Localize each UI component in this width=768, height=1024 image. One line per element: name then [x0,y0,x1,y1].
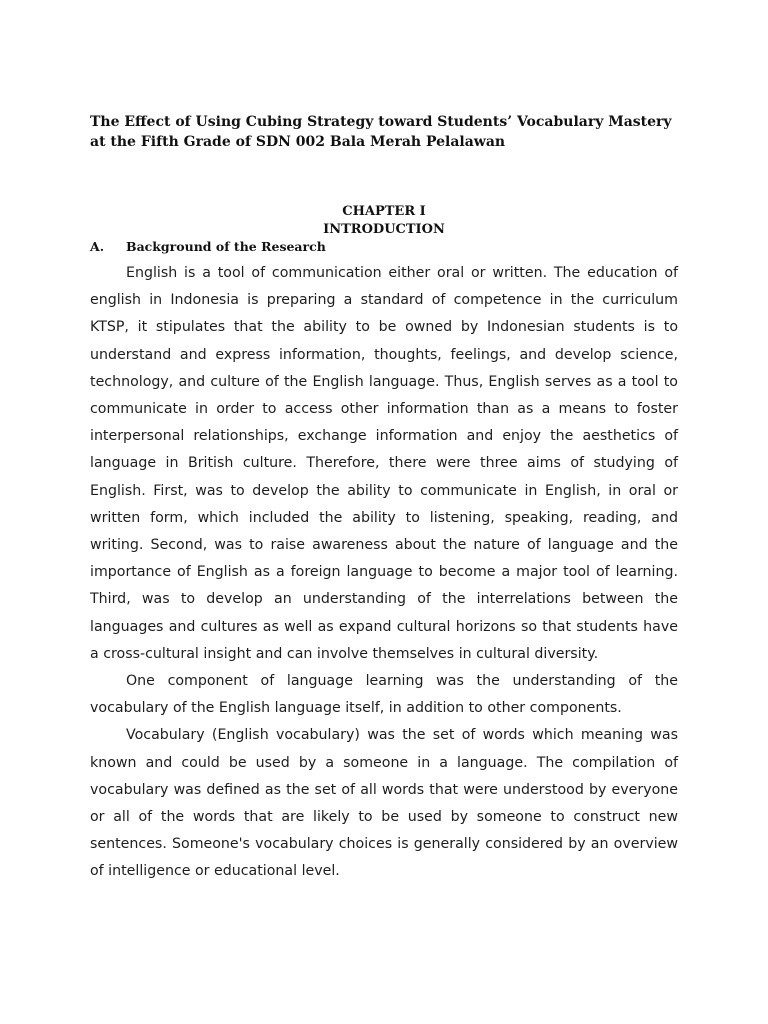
paragraph: One component of language learning was the understanding of the vocabulary of the English language itself, in addition to other components. [90,673,678,717]
chapter-title: INTRODUCTION [323,222,445,237]
document-title: The Effect of Using Cubing Strategy toward Students’ Vocabulary Mastery at the Fifth Grade of SDN 002 Bala Merah Pelalawan [90,114,672,150]
section-title: Background of the Research [126,239,326,254]
paragraph: Vocabulary (English vocabulary) was the set of words which meaning was known and could be used by a someone in a language. The compilation of vocabulary was defined as the set of all words that were understood by everyone or all of the words that are likely to be used by someone to construct new sentences. Someone's vocabulary choices is generally considered by an overview of intelligence or educational level. [90,727,678,880]
section-number: A. [90,239,105,254]
chapter-heading [90,203,678,239]
section-heading [90,238,678,256]
paragraph: English is a tool of communication either oral or written. The education of english in Indonesia is preparing a standard of competence in the curriculum KTSP, it stipulates that the ability to be owned by Indonesian students is to understand and express information, thoughts, feelings, and develop science, technology, and culture of the English language. Thus, English serves as a tool to communicate in order to access other information than as a means to foster interpersonal relationships, exchange information and enjoy the aesthetics of language in British culture. Therefore, there were three aims of studying of English. First, was to develop the ability to communicate in English, in oral or written form, which included the ability to listening, speaking, reading, and writing. Second, was to raise awareness about the nature of language and the importance of English as a foreign language to become a major tool of learning. Third, was to develop an understanding of the interrelations between the languages and cultures as well as expand cultural horizons so that students have a cross-cultural insight and can involve themselves in cultural diversity. [90,265,678,662]
chapter-number: CHAPTER I [342,204,426,219]
document-body [90,260,678,886]
